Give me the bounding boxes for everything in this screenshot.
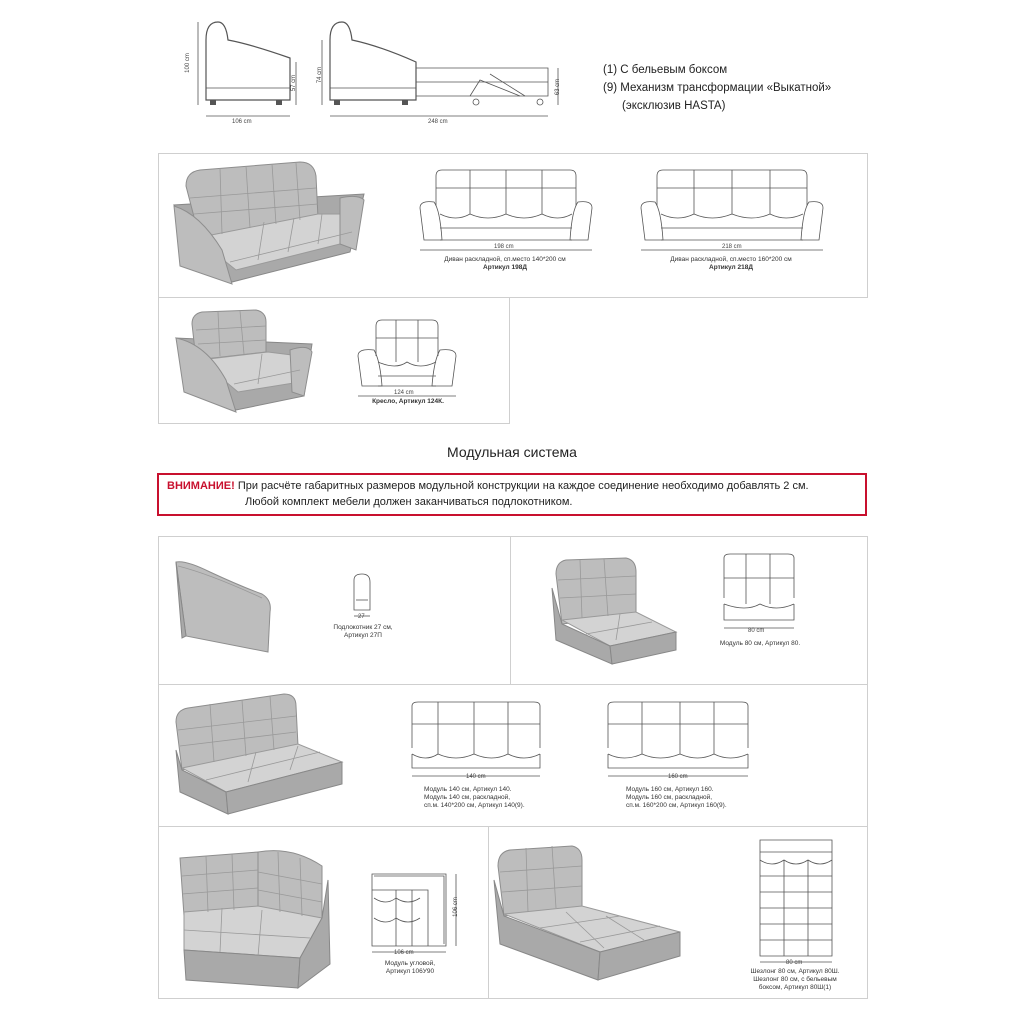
armrest-caption [318,624,408,640]
note-exclusive: (эксклюзив HASTA) [622,100,726,112]
module160-caption [626,786,746,810]
armrest-caption-line1: Подлокотник 27 см, [333,624,393,631]
warning-line2: Любой комплект мебели должен заканчиваться подлокотником. [245,496,573,508]
dim-sofa-height: 100 cm [184,53,191,73]
module-divider-row1 [510,536,511,685]
chaise-drawing [0,0,1,1]
dim-extended-length: 248 cm [428,119,448,125]
corner-caption-line2: Артикул 106У90 [385,968,435,975]
module160-dim: 160 cm [668,774,688,780]
chaise-caption-line3: боксом, Артикул 80Ш(1) [758,984,832,991]
dim-bed-height: 63 cm [555,78,562,96]
warning-text1: При расчёте габаритных размеров модульной конструкции на каждое соединение необходимо добавлять 2 см. [237,480,809,492]
module80-dim: 80 cm [748,628,765,634]
module160-caption-line1: Модуль 160 см, Артикул 160. [626,786,714,793]
sofa198-dim: 198 cm [494,244,514,250]
warning-line1 [167,478,857,494]
chaise-caption-line1: Шезлонг 80 см, Артикул 80Ш. [750,968,840,975]
sofa218-caption [626,256,836,272]
warning-label: ВНИМАНИЕ! [167,480,235,492]
note-mechanism: (9) Механизм трансформации «Выкатной» [603,82,832,94]
module160-caption-line2: Модуль 160 см, раскладной, [626,794,713,801]
module140-caption-line2: Модуль 140 см, раскладной, [424,794,511,801]
modular-title: Модульная система [447,444,577,460]
module-divider-row3 [488,826,489,999]
chaise-dim: 80 cm [786,960,803,966]
sofa198-caption-line1: Диван раскладной, сп.место 140*200 см [444,256,566,263]
module160-caption-line3: сп.м. 160*200 см, Артикул 160(9). [626,802,727,809]
chair-caption: Кресло, Артикул 124К. [372,398,444,405]
corner-dim-width: 106 cm [394,950,414,956]
dim-width-left: 106 cm [232,119,252,125]
module80-caption: Модуль 80 см, Артикул 80. [719,640,801,647]
module140-caption [424,786,544,810]
corner-caption-line1: Модуль угловой, [384,960,436,967]
sofa218-caption-line2: Артикул 218Д [709,264,753,271]
corner-caption [360,960,460,976]
chaise-caption-line2: Шезлонг 80 см, с бельевым [753,976,837,983]
sofa198-caption [400,256,610,272]
armrest-caption-line2: Артикул 27П [344,632,382,639]
module140-dim: 140 cm [466,774,486,780]
dim-seat-height: 57 cm [291,74,298,92]
sofa218-caption-line1: Диван раскладной, сп.место 160*200 см [670,256,792,263]
corner-dim-height: 106 cm [452,897,459,917]
chair-dim: 124 cm [394,390,414,396]
armrest-dim: 27 [358,614,365,620]
note-linen-box: (1) С бельевым боксом [603,64,728,76]
sofa198-caption-line2: Артикул 198Д [483,264,527,271]
warning-box [157,473,867,516]
sofa218-dim: 218 cm [722,244,742,250]
module140-caption-line3: сп.м. 140*200 см, Артикул 140(9). [424,802,525,809]
chaise-caption [730,968,860,992]
module140-caption-line1: Модуль 140 см, Артикул 140. [424,786,512,793]
dim-middle-height: 74 cm [317,66,324,84]
